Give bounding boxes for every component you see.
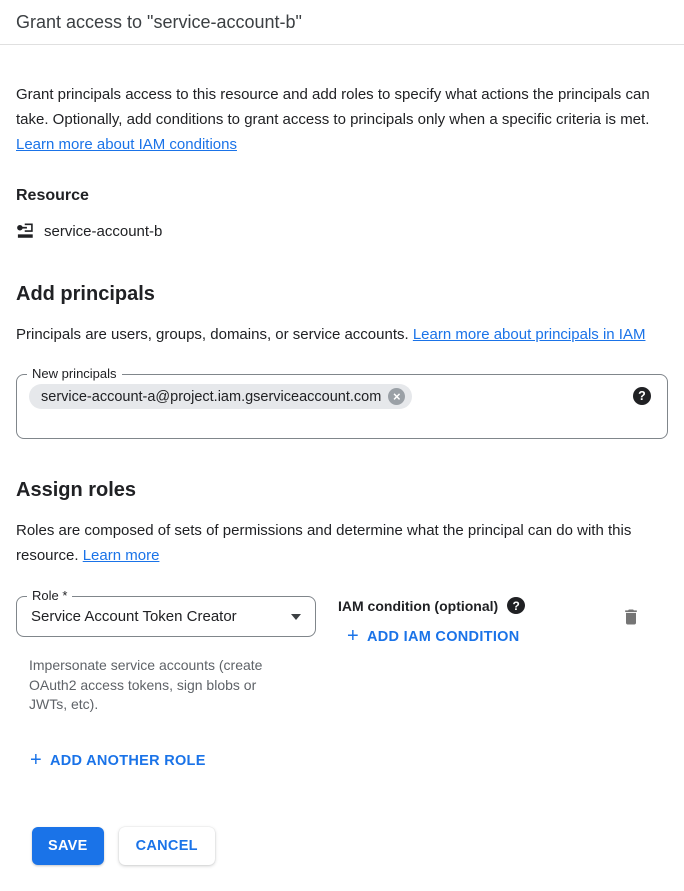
intro-text: Grant principals access to this resource and add roles to specify what actions the principals can take. Optionally, add conditions to grant access to principals only when a specific criteria is met. bbox=[16, 86, 650, 128]
intro-paragraph bbox=[16, 82, 668, 157]
add-principals-description bbox=[16, 322, 668, 347]
dropdown-arrow-icon bbox=[291, 614, 301, 620]
principals-description-text: Principals are users, groups, domains, or service accounts. bbox=[16, 326, 413, 343]
role-row bbox=[16, 588, 668, 647]
new-principals-input[interactable] bbox=[16, 366, 668, 439]
iam-condition-label-row bbox=[338, 597, 525, 614]
add-iam-condition-label: ADD IAM CONDITION bbox=[366, 629, 520, 645]
resource-name: service-account-b bbox=[44, 223, 163, 240]
delete-role-button[interactable] bbox=[621, 607, 641, 630]
dialog-title: Grant access to "service-account-b" bbox=[16, 11, 302, 32]
add-another-role-label: ADD ANOTHER ROLE bbox=[49, 752, 206, 769]
principal-chip bbox=[29, 384, 412, 409]
roles-description-text: Roles are composed of sets of permissions and determine what the principal can do with this resource. bbox=[16, 522, 632, 564]
assign-roles-description bbox=[16, 518, 668, 568]
role-select-value: Service Account Token Creator bbox=[31, 608, 237, 625]
role-select-label: Role * bbox=[27, 588, 72, 603]
learn-more-iam-conditions-link[interactable]: Learn more about IAM conditions bbox=[16, 136, 237, 153]
dialog-content bbox=[0, 82, 684, 865]
chip-remove-icon[interactable]: × bbox=[388, 388, 405, 405]
principals-help-icon[interactable]: ? bbox=[633, 387, 651, 405]
iam-condition-label: IAM condition (optional) bbox=[338, 597, 499, 614]
plus-icon: + bbox=[30, 748, 42, 771]
new-principals-label: New principals bbox=[27, 366, 122, 381]
save-button[interactable]: SAVE bbox=[32, 827, 104, 865]
trash-icon bbox=[621, 615, 641, 630]
plus-icon: + bbox=[347, 625, 359, 647]
dialog-header bbox=[0, 0, 684, 45]
resource-heading: Resource bbox=[16, 187, 89, 204]
add-iam-condition-button[interactable] bbox=[347, 627, 520, 647]
role-help-text: Impersonate service accounts (create OAuth2 access tokens, sign blobs or JWTs, etc). bbox=[29, 657, 263, 712]
iam-condition-column bbox=[338, 596, 525, 647]
service-account-icon bbox=[16, 222, 35, 241]
dialog-footer bbox=[32, 827, 668, 865]
role-select[interactable] bbox=[16, 588, 316, 637]
learn-more-principals-link[interactable]: Learn more about principals in IAM bbox=[412, 326, 646, 343]
add-another-role-button[interactable] bbox=[30, 748, 206, 771]
iam-condition-help-icon[interactable]: ? bbox=[507, 597, 525, 614]
add-principals-heading: Add principals bbox=[16, 283, 155, 305]
roles-learn-more-link[interactable]: Learn more bbox=[82, 547, 160, 564]
assign-roles-heading: Assign roles bbox=[16, 479, 137, 501]
resource-row bbox=[16, 222, 668, 241]
principal-chip-value: service-account-a@project.iam.gserviceaccount.com bbox=[41, 388, 382, 405]
cancel-button[interactable]: CANCEL bbox=[119, 827, 215, 865]
